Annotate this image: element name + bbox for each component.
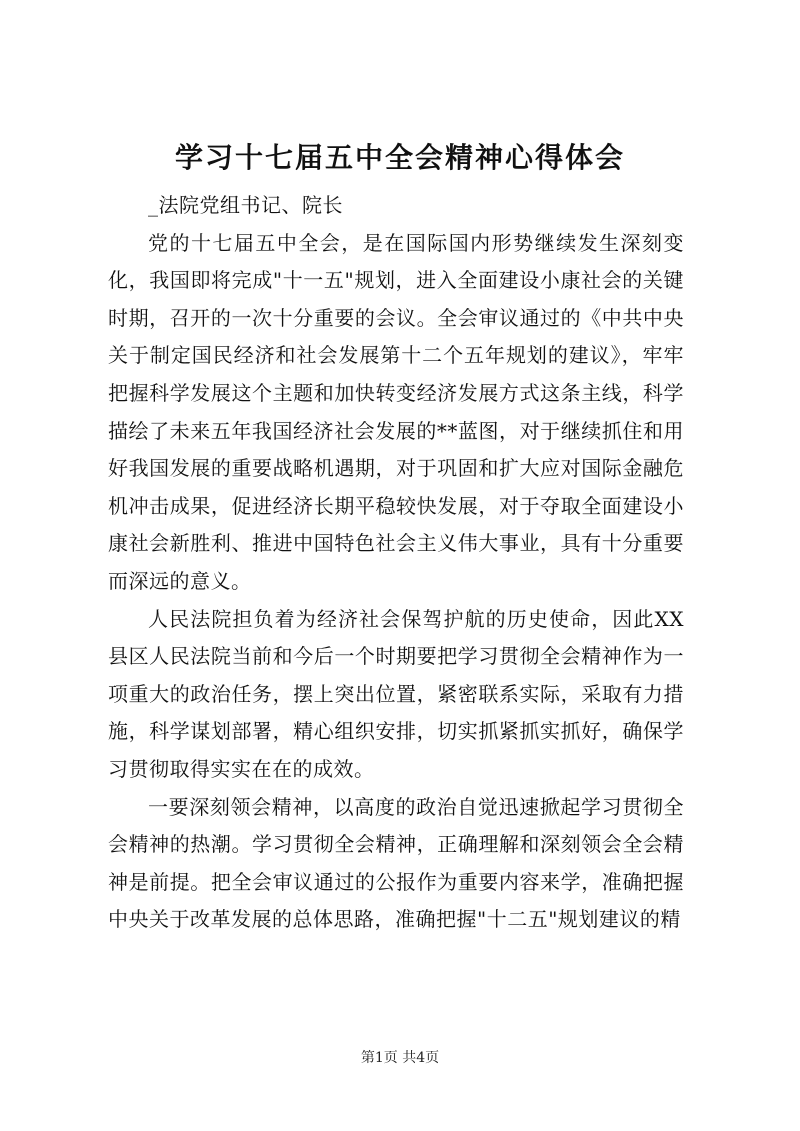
byline: _法院党组书记、院长: [148, 193, 343, 217]
page-footer: 第1页 共4页: [360, 1050, 440, 1066]
document-body: [108, 187, 684, 939]
paragraph-1: 党的十七届五中全会，是在国际国内形势继续发生深刻变化，我国即将完成"十一五"规划，进入全面建设小康社会的关键时期，召开的一次十分重要的会议。全会审议通过的《中共中央关于制定国民经济和社会发展第十二个五年规划的建议》，牢牢把握科学发展这个主题和加快转变经济发展方式这条主线，科学描绘了未来五年我国经济社会发展的**蓝图，对于继续抓住和用好我国发展的重要战略机遇期，对于巩固和扩大应对国际金融危机冲击成果，促进经济长期平稳较快发展，对于夺取全面建设小康社会新胜利、推进中国特色社会主义伟大事业，具有十分重要而深远的意义。: [108, 230, 684, 593]
document-title: 学习十七届五中全会精神心得体会: [174, 141, 625, 174]
paragraph-2: 人民法院担负着为经济社会保驾护航的历史使命，因此XX县区人民法院当前和今后一个时期要把学习贯彻全会精神作为一项重大的政治任务，摆上突出位置，紧密联系实际，采取有力措施，科学谋划部署，精心组织安排，切实抓紧抓实抓好，确保学习贯彻取得实实在在的成效。: [108, 606, 684, 781]
paragraph-3: 一要深刻领会精神，以高度的政治自觉迅速掀起学习贯彻全会精神的热潮。学习贯彻全会精神，正确理解和深刻领会全会精神是前提。把全会审议通过的公报作为重要内容来学，准确把握中央关于改革发展的总体思路，准确把握"十二五"规划建议的精: [108, 794, 684, 932]
